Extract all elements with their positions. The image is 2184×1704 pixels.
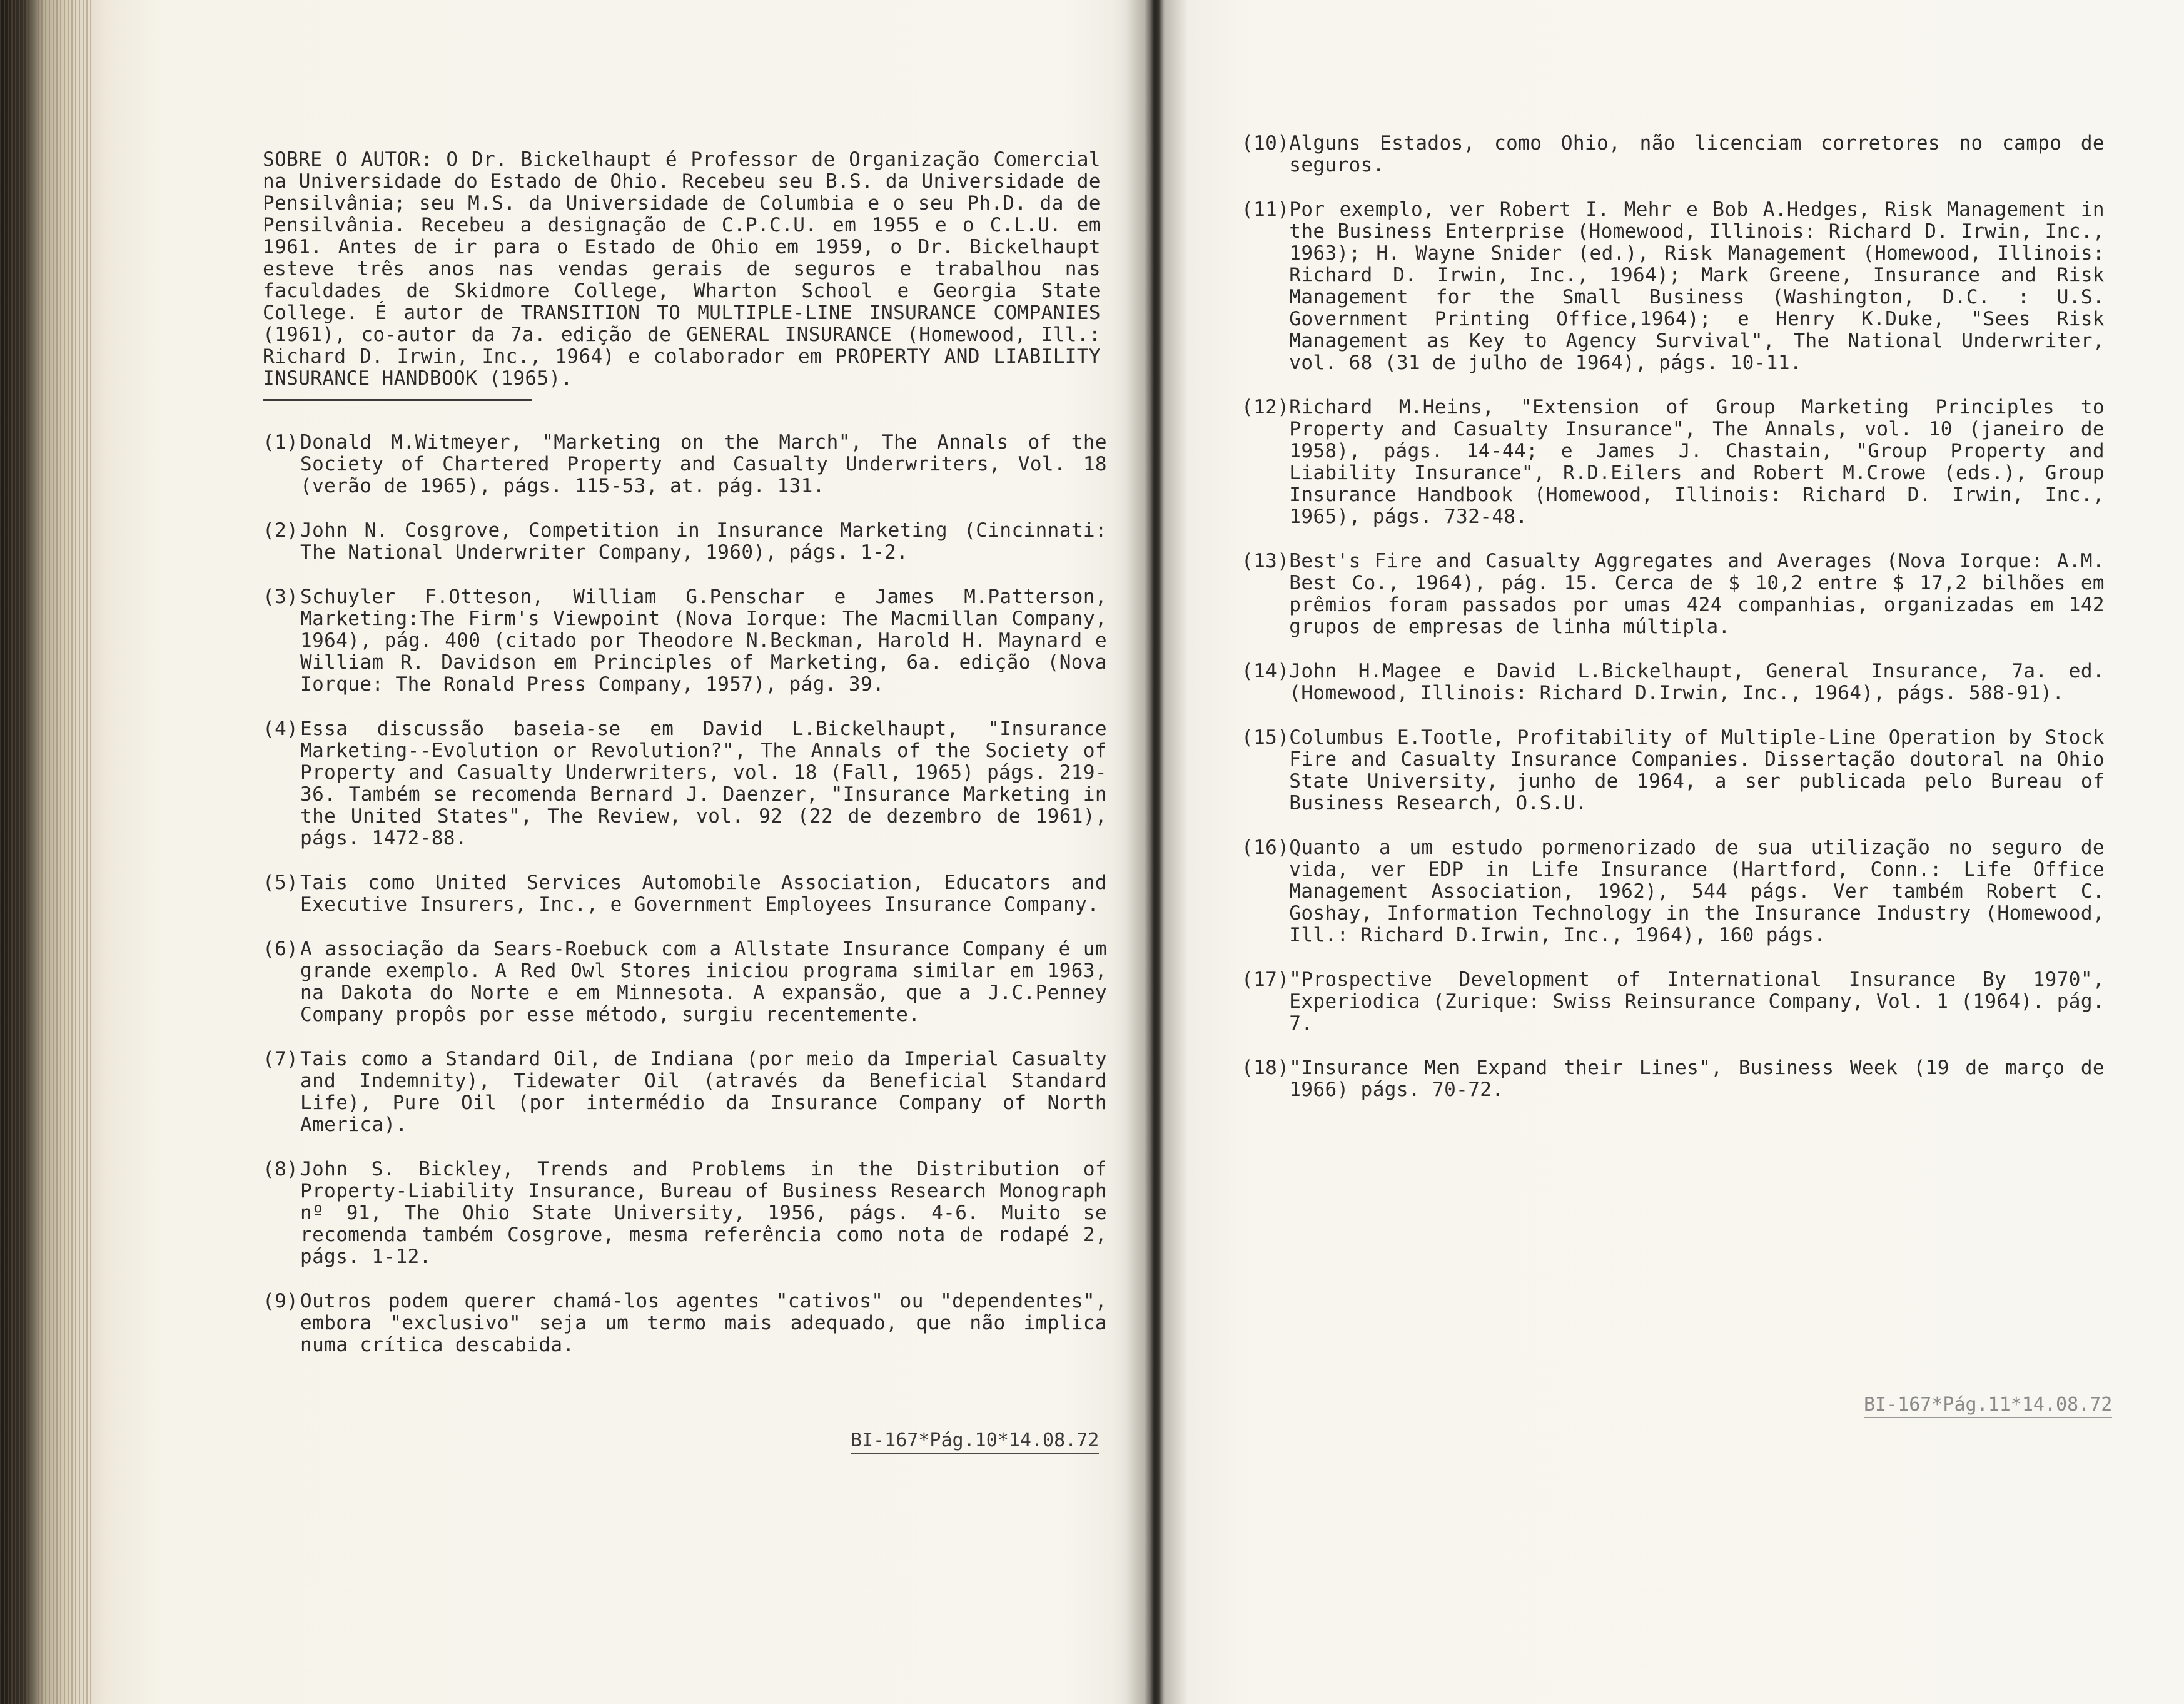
footnote-text: Por exemplo, ver Robert I. Mehr e Bob A.Hedges, Risk Management in the Business Enterprise (Homewood, Illinois: Richard D. Irwin, Inc., 1963); H. Wayne Snider (ed.), Risk Management (Homewood, Illinois: Richard D. Irwin, Inc., 1964); Mark Greene, Insurance and Risk Management for the Small Business (Washington, D.C. : U.S. Government Printing Office,1964); e Henry K.Duke, "Sees Risk Management as Key to Agency Survival", The National Underwriter, vol. 68 (31 de julho de 1964), págs. 10-11. [1289,198,2105,374]
footnote-item [1241,397,2105,528]
footnote-item [263,718,1107,849]
footnote-number: (11) [1241,198,1290,221]
footnote-item [263,1048,1107,1136]
footnote-text: Donald M.Witmeyer, "Marketing on the March", The Annals of the Society of Chartered Property and Casualty Underwriters, Vol. 18 (verão de 1965), págs. 115-53, at. pág. 131. [300,431,1107,497]
right-page-folio: BI-167*Pág.11*14.08.72 [1864,1394,2112,1418]
footnote-item [263,586,1107,696]
footnote-number: (15) [1241,726,1290,749]
footnote-divider [263,399,532,401]
footnote-item [1241,661,2105,704]
footnote-item [263,432,1107,497]
footnote-item [1241,837,2105,946]
footnote-text: "Prospective Development of International Insurance By 1970", Experiodica (Zurique: Swiss Reinsurance Company, Vol. 1 (1964). pág. 7. [1289,968,2105,1035]
footnote-item [263,1159,1107,1268]
footnote-item [1241,199,2105,374]
footnote-number: (1) [263,431,299,454]
footnote-text: Schuyler F.Otteson, William G.Penschar e James M.Patterson, Marketing:The Firm's Viewpoint (Nova Iorque: The Macmillan Company, 1964), pág. 400 (citado por Theodore N.Beckman, Harold H. Maynard e William R. Davidson em Principles of Marketing, 6a. edição (Nova Iorque: The Ronald Press Company, 1957), pág. 39. [300,586,1107,696]
footnote-item [263,520,1107,564]
footnote-number: (5) [263,871,299,894]
footnote-text: Tais como United Services Automobile Association, Educators and Executive Insurers, Inc., e Government Employees Insurance Company. [300,871,1107,916]
left-page-folio: BI-167*Pág.10*14.08.72 [851,1429,1099,1454]
footnote-text: "Insurance Men Expand their Lines", Business Week (19 de março de 1966) págs. 70-72. [1289,1057,2105,1101]
footnote-text: Tais como a Standard Oil, de Indiana (por meio da Imperial Casualty and Indemnity), Tidewater Oil (através da Beneficial Standard Life), Pure Oil (por intermédio da Insurance Company of North America). [300,1048,1107,1136]
footnote-text: Alguns Estados, como Ohio, não licenciam corretores no campo de seguros. [1289,132,2105,176]
footnote-number: (10) [1241,132,1290,155]
footnote-text: John S. Bickley, Trends and Problems in the Distribution of Property-Liability Insurance, Bureau of Business Research Monograph nº 91, The Ohio State University, 1956, págs. 4-6. Muito se recomenda também Cosgrove, mesma referência como nota de rodapé 2, págs. 1-12. [300,1158,1107,1268]
footnote-text: Outros podem querer chamá-los agentes "cativos" ou "dependentes", embora "exclusivo" seja um termo mais adequado, que não implica numa crítica descabida. [300,1290,1107,1356]
footnote-text: Richard M.Heins, "Extension of Group Marketing Principles to Property and Casualty Insurance", The Annals, vol. 10 (janeiro de 1958), págs. 14-44; e James J. Chastain, "Group Property and Liability Insurance", R.D.Eilers and Robert M.Crowe (eds.), Group Insurance Handbook (Homewood, Illinois: Richard D. Irwin, Inc., 1965), págs. 732-48. [1289,396,2105,528]
footnote-number: (2) [263,519,299,542]
footnote-item [1241,550,2105,638]
footnote-text: Quanto a um estudo pormenorizado de sua utilização no seguro de vida, ver EDP in Life Insurance (Hartford, Conn.: Life Office Management Association, 1962), 544 págs. Ver também Robert C. Goshay, Information Technology in the Insurance Industry (Homewood, Ill.: Richard D.Irwin, Inc., 1964), 160 págs. [1289,836,2105,946]
footnote-text: A associação da Sears-Roebuck com a Allstate Insurance Company é um grande exemplo. A Red Owl Stores iniciou programa similar em 1963, na Dakota do Norte e em Minnesota. A expansão, que a J.C.Penney Company propôs por esse método, surgiu recentemente. [300,938,1107,1026]
footnote-number: (14) [1241,660,1290,682]
left-footnotes [263,432,1107,1379]
about-author-paragraph: SOBRE O AUTOR: O Dr. Bickelhaupt é Professor de Organização Comercial na Universidade do Estado de Ohio. Recebeu seu B.S. da Universidade de Pensilvânia; seu M.S. da Universidade de Columbia e o seu Ph.D. da de Pensilvânia. Recebeu a designação de C.P.C.U. em 1955 e o C.L.U. em 1961. Antes de ir para o Estado de Ohio em 1959, o Dr. Bickelhaupt esteve três anos nas vendas gerais de seguros e trabalhou nas faculdades de Skidmore College, Wharton School e Georgia State College. É autor de TRANSITION TO MULTIPLE-LINE INSURANCE COMPANIES (1961), co-autor da 7a. edição de GENERAL INSURANCE (Homewood, Ill.: Richard D. Irwin, Inc., 1964) e colaborador em PROPERTY AND LIABILITY INSURANCE HANDBOOK (1965). [263,148,1101,390]
footnote-text: Best's Fire and Casualty Aggregates and Averages (Nova Iorque: A.M. Best Co., 1964), pág. 15. Cerca de $ 10,2 entre $ 17,2 bilhões em prêmios foram passados por umas 424 companhias, organizadas em 142 grupos de empresas de linha múltipla. [1289,550,2105,638]
footnote-item [263,872,1107,916]
footnote-number: (6) [263,938,299,960]
footnote-item [1241,727,2105,814]
right-page [1241,0,2105,1704]
footnote-number: (3) [263,586,299,608]
footnote-number: (17) [1241,968,1290,991]
footnote-item [263,938,1107,1026]
footnote-text: Essa discussão baseia-se em David L.Bickelhaupt, "Insurance Marketing--Evolution or Revolution?", The Annals of the Society of Property and Casualty Underwriters, vol. 18 (Fall, 1965) págs. 219-36. Também se recomenda Bernard J. Daenzer, "Insurance Marketing in the United States", The Review, vol. 92 (22 de dezembro de 1961), págs. 1472-88. [300,718,1107,849]
footnote-item [263,1291,1107,1356]
footnote-number: (4) [263,718,299,740]
footnote-number: (12) [1241,396,1290,418]
footnote-item [1241,969,2105,1035]
footnote-number: (16) [1241,836,1290,859]
footnote-number: (9) [263,1290,299,1312]
footnote-text: Columbus E.Tootle, Profitability of Multiple-Line Operation by Stock Fire and Casualty Insurance Companies. Dissertação doutoral na Ohio State University, junho de 1964, a ser publicada pelo Bureau of Business Research, O.S.U. [1289,726,2105,814]
book-gutter [1113,0,1188,1704]
right-footnotes [1241,133,2105,1123]
footnote-number: (13) [1241,550,1290,572]
footnote-number: (18) [1241,1057,1290,1079]
footnote-text: John H.Magee e David L.Bickelhaupt, General Insurance, 7a. ed. (Homewood, Illinois: Richard D.Irwin, Inc., 1964), págs. 588-91). [1289,660,2105,704]
footnote-number: (7) [263,1048,299,1070]
footnote-item [1241,1057,2105,1101]
footnote-number: (8) [263,1158,299,1180]
page-edges [0,0,94,1704]
footnote-item [1241,133,2105,176]
footnote-text: John N. Cosgrove, Competition in Insurance Marketing (Cincinnati: The National Underwriter Company, 1960), págs. 1-2. [300,519,1107,564]
